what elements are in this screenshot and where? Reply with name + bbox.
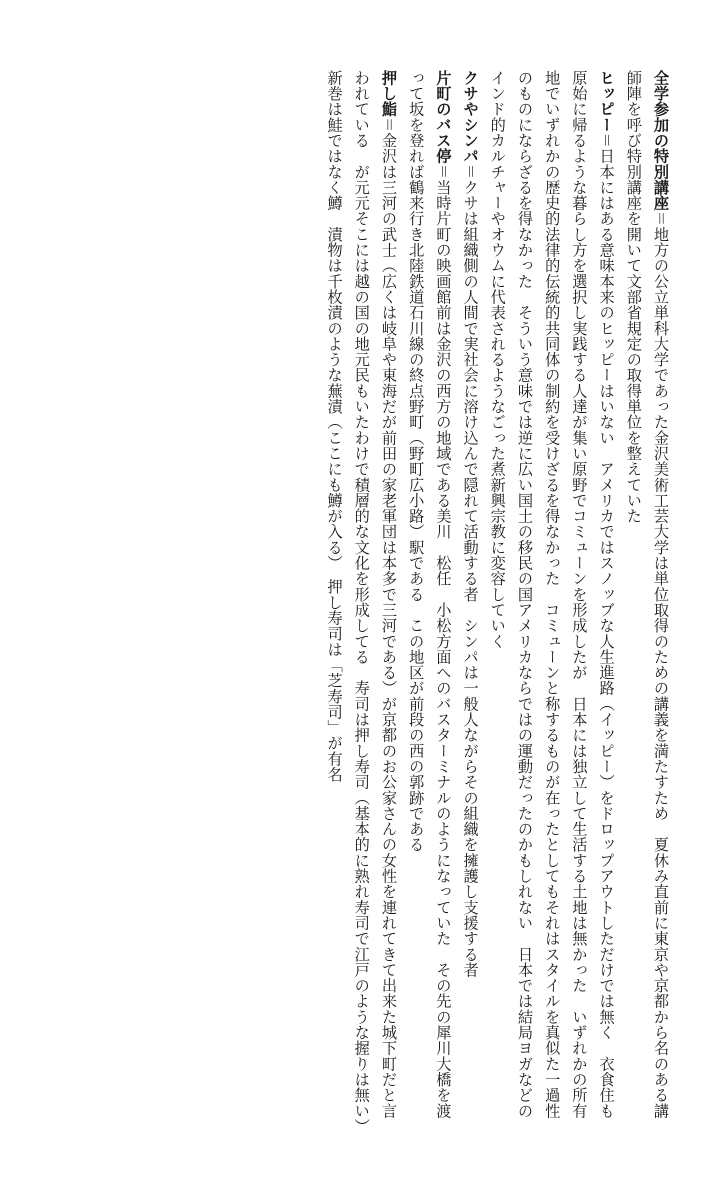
glossary-entry-kusa-shinpa <box>456 70 483 1130</box>
entry-separator: ＝ <box>652 210 670 227</box>
entry-term: クサやシンパ <box>461 70 480 164</box>
entry-text: 金沢は三河の武士（広くは岐阜や東海だが前田の家老軍団は本多で三河である）が京都のお公家さんの女性を連れてきて出来た城下町だと言われている が元元そこには越の国の地元民もいたわけで積層的な文化を形成してる 寿司は押し寿司（基本的に熟れ寿司で江戸のような握りは無い） 新巻は鮭ではなく鱒 漬物は千枚漬のような蕪漬（ここにも鱒が入る） 押し寿司は「芝寿司」が有名 <box>325 70 398 1143</box>
entry-term: 押し鮨 <box>379 70 398 117</box>
entry-term: ヒッピー <box>597 70 616 133</box>
entry-term: 全学参加の特別講座 <box>652 70 670 211</box>
glossary-entry-special-lecture <box>620 70 674 1130</box>
entry-separator: ＝ <box>379 116 398 133</box>
glossary-entry-katamachi-bus-stop <box>402 70 456 1130</box>
glossary-text <box>14 70 674 1143</box>
entry-separator: ＝ <box>597 132 616 149</box>
entry-text: 日本にはある意味本来のヒッピーはいない アメリカではスノッブな人生進路（イッピー）をドロップアウトしただけでは無く 衣食住も原始に帰るような暮らし方を選択し実践する人達が集い原野でコミューンを形成したが 日本には独立して生活する土地は無かった いずれかの所有地でいずれかの歴史的法律的伝統的共同体の制約を受けざるを得なかった コミューンと称するものが在ったとしてもそれはスタイルを真似た一過性のものにならざるを得なかった そういう意味では逆に広い国土の移民の国アメリカならではの運動だったのかもしれない 日本では結局ヨガなどのインド的カルチャーやオウムに代表されるようなごった煮新興宗教に変容していく <box>488 70 616 1119</box>
entry-term: 片町のバス停 <box>434 70 453 164</box>
glossary-entry-hippie <box>484 70 620 1130</box>
entry-separator: ＝ <box>461 163 480 180</box>
entry-text: クサは組織側の人間で実社会に溶け込んで隠れて活動する者 シンパは一般人ながらその組織を擁護し支援する者 <box>461 179 480 978</box>
entry-text: 地方の公立単科大学であった金沢美術工芸大学は単位取得のための講義を満たすため 夏休み直前に東京や京都から名のある講師陣を呼び特別講座を開いて文部省規定の取得単位を整えていた <box>624 70 670 1119</box>
entry-text: 当時片町の映画館前は金沢の西方の地域である美川 松任 小松方面へのバスターミナルのようになっていた その先の犀川大橋を渡って坂を登れば鶴来行き北陸鉄道石川線の終点野町（野町広小路）駅である この地区が前段の西の郭跡である <box>407 70 453 1119</box>
entry-separator: ＝ <box>434 163 453 180</box>
glossary-entry-oshizushi <box>320 70 402 1143</box>
